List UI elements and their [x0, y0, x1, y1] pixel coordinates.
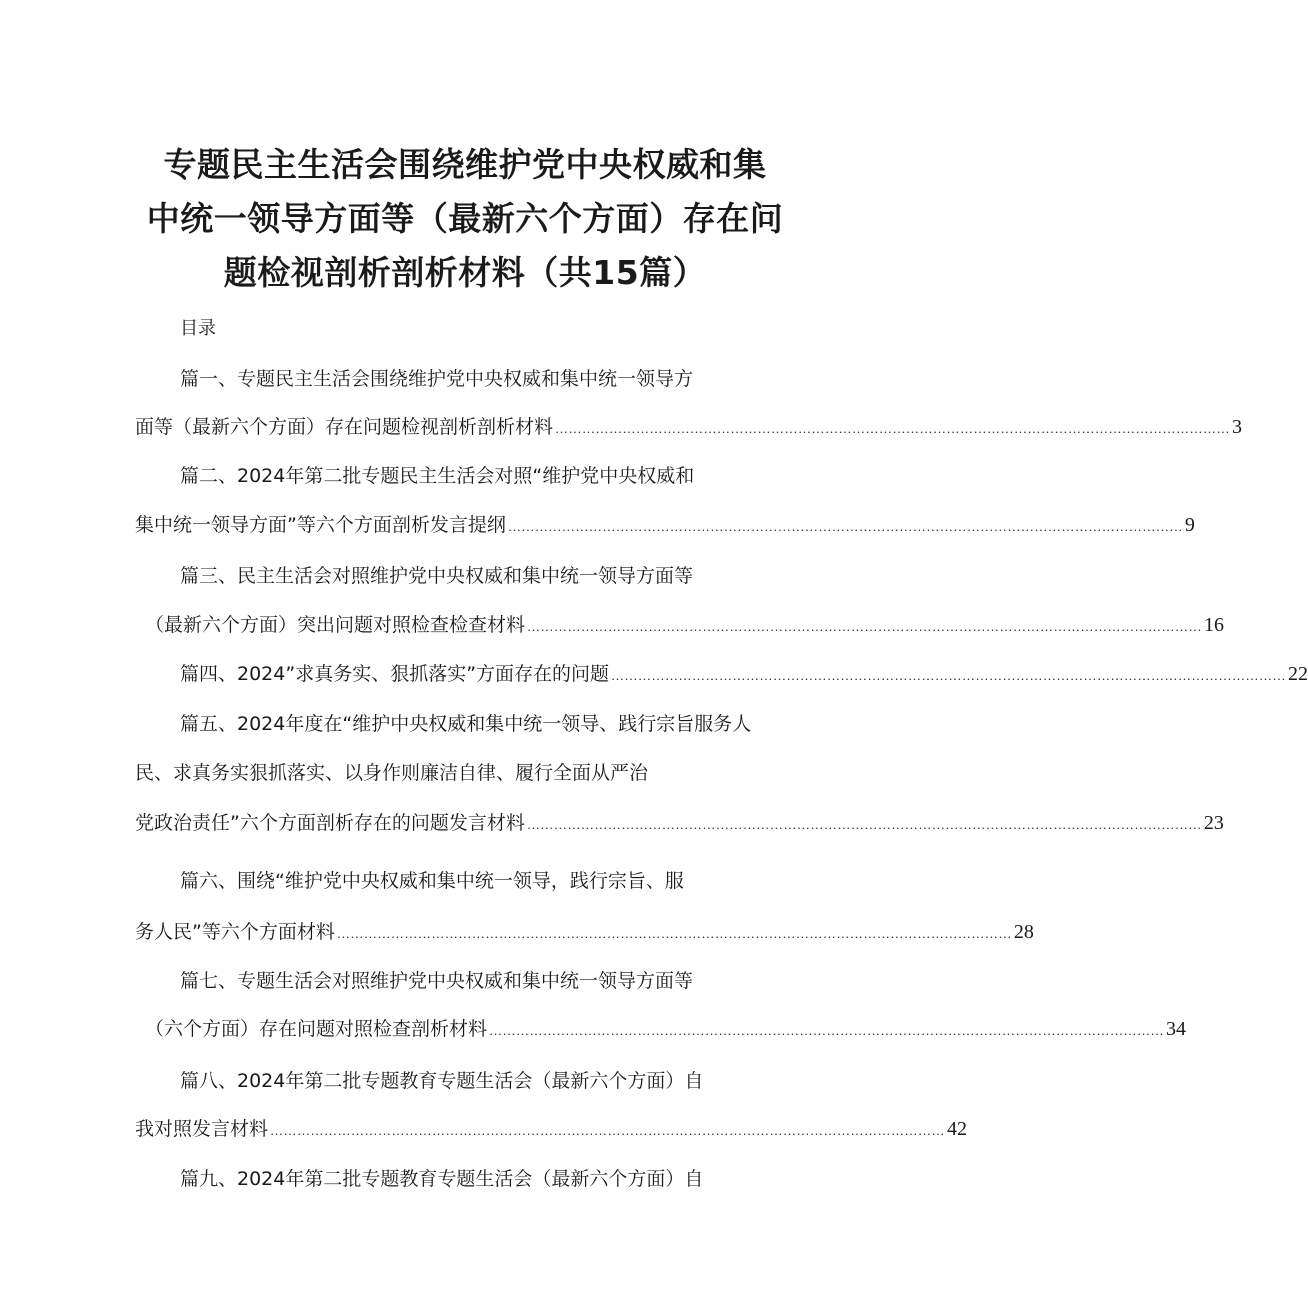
toc-entry-9-line-1[interactable]: 篇九、2024年第二批专题教育专题生活会（最新六个方面）自 — [180, 1168, 704, 1190]
toc-entry-5-last[interactable] — [135, 810, 1224, 838]
toc-page-number: 16 — [1204, 614, 1225, 636]
dot-leader: …………………………………………………………………………………………………………………………………… — [336, 926, 1012, 941]
toc-page-number: 42 — [947, 1118, 968, 1140]
toc-entry-text: 集中统一领导方面”等六个方面剖析发言提纲 — [135, 514, 506, 536]
toc-page-number: 23 — [1203, 812, 1224, 834]
dot-leader: …………………………………………………………………………………………………………………………………… — [270, 1123, 946, 1138]
toc-page-number: 28 — [1013, 921, 1034, 943]
toc-page-number: 3 — [1232, 416, 1243, 438]
toc-page-number: 9 — [1184, 514, 1195, 536]
toc-entry-text: 篇四、2024”求真务实、狠抓落实”方面存在的问题 — [180, 663, 610, 685]
dot-leader: …………………………………………………………………………………………………………………………………… — [526, 817, 1202, 832]
title-line-2: 中统一领导方面等（最新六个方面）存在问 — [146, 199, 784, 238]
dot-leader: …………………………………………………………………………………………………………………………………… — [611, 668, 1287, 683]
toc-entry-6-line-1[interactable]: 篇六、围绕“维护党中央权威和集中统一领导，践行宗旨、服 — [180, 870, 684, 892]
toc-entry-2-last[interactable] — [135, 512, 1195, 540]
toc-entry-text: （最新六个方面）突出问题对照检查检查材料 — [145, 614, 526, 636]
toc-entry-8-line-1[interactable]: 篇八、2024年第二批专题教育专题生活会（最新六个方面）自 — [180, 1070, 704, 1092]
toc-entry-text: 务人民”等六个方面材料 — [135, 921, 335, 943]
toc-page-number: 34 — [1166, 1018, 1187, 1040]
dot-leader: …………………………………………………………………………………………………………………………………… — [489, 1023, 1165, 1038]
toc-entry-7-last[interactable] — [145, 1016, 1187, 1044]
dot-leader: …………………………………………………………………………………………………………………………………… — [527, 619, 1203, 634]
title-line-1: 专题民主生活会围绕维护党中央权威和集 — [163, 145, 767, 184]
toc-entry-2-line-1[interactable]: 篇二、2024年第二批专题民主生活会对照“维护党中央权威和 — [180, 465, 695, 487]
toc-entry-4[interactable] — [180, 661, 1308, 689]
toc-entry-text: （六个方面）存在问题对照检查剖析材料 — [145, 1018, 488, 1040]
toc-entry-5-line-1[interactable]: 篇五、2024年度在“维护中央权威和集中统一领导、践行宗旨服务人 — [180, 713, 752, 735]
toc-entry-5-line-2[interactable]: 民、求真务实狠抓落实、以身作则廉洁自律、履行全面从严治 — [135, 762, 649, 784]
toc-entry-text: 面等（最新六个方面）存在问题检视剖析剖析材料 — [135, 416, 554, 438]
toc-entry-6-last[interactable] — [135, 919, 1034, 947]
toc-entry-text: 党政治责任”六个方面剖析存在的问题发言材料 — [135, 812, 525, 834]
document-title — [130, 138, 800, 300]
dot-leader: …………………………………………………………………………………………………………………………………… — [507, 519, 1183, 534]
dot-leader: …………………………………………………………………………………………………………………………………… — [555, 421, 1231, 436]
toc-page-number: 22 — [1288, 663, 1308, 685]
toc-heading: 目录 — [180, 318, 216, 339]
toc-entry-8-last[interactable] — [135, 1116, 968, 1144]
toc-entry-1-line-1[interactable]: 篇一、专题民主生活会围绕维护党中央权威和集中统一领导方 — [180, 368, 694, 390]
toc-entry-7-line-1[interactable]: 篇七、专题生活会对照维护党中央权威和集中统一领导方面等 — [180, 970, 694, 992]
title-line-3: 题检视剖析剖析材料（共15篇） — [223, 253, 707, 292]
toc-entry-3-line-1[interactable]: 篇三、民主生活会对照维护党中央权威和集中统一领导方面等 — [180, 565, 694, 587]
toc-entry-3-last[interactable] — [145, 612, 1225, 640]
toc-entry-text: 我对照发言材料 — [135, 1118, 269, 1140]
toc-entry-1-last[interactable] — [135, 414, 1243, 442]
